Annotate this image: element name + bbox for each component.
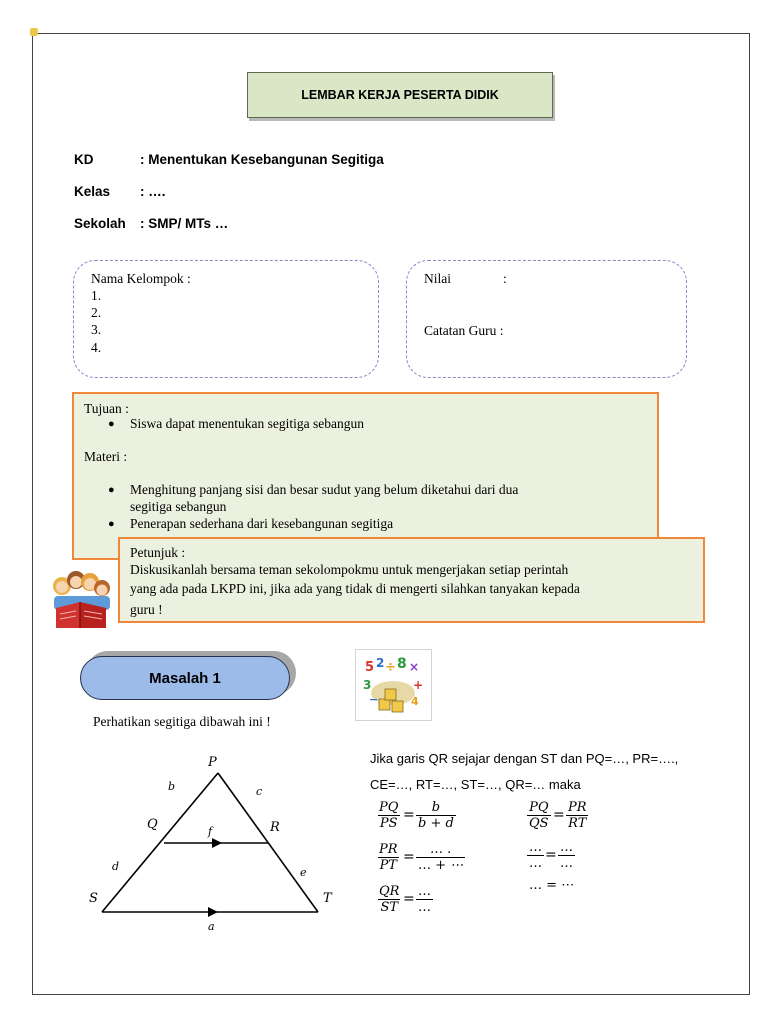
kelas-key: Kelas (74, 184, 111, 199)
ratio-1-left-num: PQ (379, 800, 399, 815)
ratio-2-right-den: … + ⋯ (418, 858, 464, 873)
vertex-q: Q (147, 817, 158, 832)
group-member-4: 4. (91, 340, 102, 355)
materi-item-1-line2: segitiga sebangun (130, 499, 227, 514)
ratio-1-left-den: PS (379, 816, 398, 831)
ratio-3-equals: = (403, 891, 415, 907)
vertex-t: T (323, 891, 332, 906)
group-member-2: 2. (91, 305, 102, 320)
petunjuk-heading: Petunjuk : (130, 545, 186, 560)
ratio-4-right-num: PR (568, 800, 587, 815)
side-label-f: f (208, 825, 213, 838)
ratio-4-left-den: QS (529, 816, 549, 831)
ratio-5-equals: = (545, 847, 557, 863)
worksheet-title-text: LEMBAR KERJA PESERTA DIDIK (301, 88, 499, 102)
parallel-arrow-icon (208, 907, 218, 917)
ratio-6-right: ⋯ (561, 878, 575, 893)
svg-text:5: 5 (365, 660, 375, 675)
tujuan-item-1: Siswa dapat menentukan segitiga sebangun (130, 416, 364, 431)
materi-item-2: Penerapan sederhana dari kesebangunan segitiga (130, 516, 394, 531)
nilai-colon: : (503, 271, 507, 286)
petunjuk-line-3: guru ! (130, 602, 163, 617)
ratio-1-right-den: b + d (418, 816, 454, 831)
ratio-2-left-den: PT (379, 858, 397, 873)
sekolah-key: Sekolah (74, 216, 126, 231)
ratio-1-right-num: b (431, 800, 441, 815)
ratio-6-equals: = (546, 878, 558, 893)
bullet-icon: ● (108, 484, 115, 496)
ratio-4-left-num: PQ (529, 800, 549, 815)
corner-anchor-icon (30, 28, 38, 36)
ratio-3-left-num: QR (379, 884, 400, 899)
ratio-4-right-den: RT (568, 816, 587, 831)
similar-triangle-diagram (80, 750, 350, 940)
svg-text:8: 8 (397, 656, 407, 672)
petunjuk-panel (118, 537, 705, 623)
ratio-1-equals: = (403, 807, 415, 823)
petunjuk-line-1: Diskusikanlah bersama teman sekolompokmu untuk mengerjakan setiap perintah (130, 562, 569, 577)
ratio-1-right (416, 800, 456, 831)
ratio-2-right (416, 842, 465, 873)
ratio-2-right-num: … . (429, 842, 452, 857)
ratio-5-left-num: … (529, 840, 542, 855)
group-member-3: 3. (91, 322, 102, 337)
svg-text:÷: ÷ (385, 660, 396, 675)
svg-text:4: 4 (411, 695, 419, 708)
side-label-b: b (168, 780, 176, 793)
masalah-1-label: Masalah 1 (149, 669, 221, 687)
ratio-3-left (377, 884, 401, 915)
nilai-label: Nilai (424, 271, 451, 286)
worksheet-title (247, 72, 553, 118)
ratio-5-right (558, 840, 575, 871)
ratio-2-left (377, 842, 400, 873)
ratio-2-left-num: PR (379, 842, 398, 857)
svg-text:−: − (369, 693, 379, 706)
ratio-3-right (416, 884, 433, 915)
ratio-5-left-den: … (529, 856, 542, 871)
kelas-value: : …. (140, 184, 166, 199)
kd-key: KD (74, 152, 94, 167)
petunjuk-line-2: yang ada pada LKPD ini, jika ada yang tidak di mengerti silahkan tanyakan kepada (130, 581, 580, 596)
side-label-d: d (112, 860, 120, 873)
ratio-1-left (377, 800, 400, 831)
bullet-icon: ● (108, 518, 115, 530)
sekolah-value: : SMP/ MTs … (140, 216, 229, 231)
masalah-1-button[interactable] (80, 656, 290, 700)
vertex-s: S (89, 891, 98, 906)
svg-text:2: 2 (376, 656, 385, 670)
ratio-2-equals: = (403, 849, 415, 865)
math-symbols-icon (355, 649, 432, 721)
svg-text:3: 3 (363, 678, 372, 692)
ratio-5-left (527, 840, 544, 871)
masalah-instruction: Perhatikan segitiga dibawah ini ! (93, 714, 271, 729)
materi-item-1-line1: Menghitung panjang sisi dan besar sudut yang belum diketahui dari dua (130, 482, 519, 497)
parallel-arrow-icon (212, 838, 222, 848)
bullet-icon: ● (108, 418, 115, 430)
svg-text:×: × (409, 660, 420, 674)
kd-value: : Menentukan Kesebangunan Segitiga (140, 152, 384, 167)
ratio-6-left: … (529, 878, 542, 893)
problem-line-2: CE=…, RT=…, ST=…, QR=… maka (370, 777, 581, 792)
side-label-a: a (208, 920, 215, 933)
svg-text:+: + (413, 678, 424, 692)
side-label-e: e (300, 866, 307, 879)
group-members-label: Nama Kelompok : (91, 271, 191, 286)
catatan-guru-label: Catatan Guru : (424, 323, 504, 338)
side-label-c: c (256, 785, 263, 798)
ratio-5-right-den: … (560, 856, 573, 871)
ratio-3-right-den: … (418, 900, 431, 915)
vertex-p: P (208, 755, 217, 770)
materi-heading: Materi : (84, 449, 128, 464)
group-member-1: 1. (91, 288, 102, 303)
ratio-3-right-num: … (418, 884, 431, 899)
ratio-3-left-den: ST (380, 900, 399, 915)
ratio-4-equals: = (553, 807, 565, 823)
ratio-6 (529, 878, 574, 893)
vertex-r: R (270, 820, 280, 835)
tujuan-heading: Tujuan : (84, 401, 129, 416)
children-reading-icon (46, 566, 116, 632)
problem-line-1: Jika garis QR sejajar dengan ST dan PQ=…, PR=…., (370, 751, 679, 766)
ratio-4-right (566, 800, 589, 831)
ratio-5-right-num: … (560, 840, 573, 855)
ratio-4-left (527, 800, 551, 831)
